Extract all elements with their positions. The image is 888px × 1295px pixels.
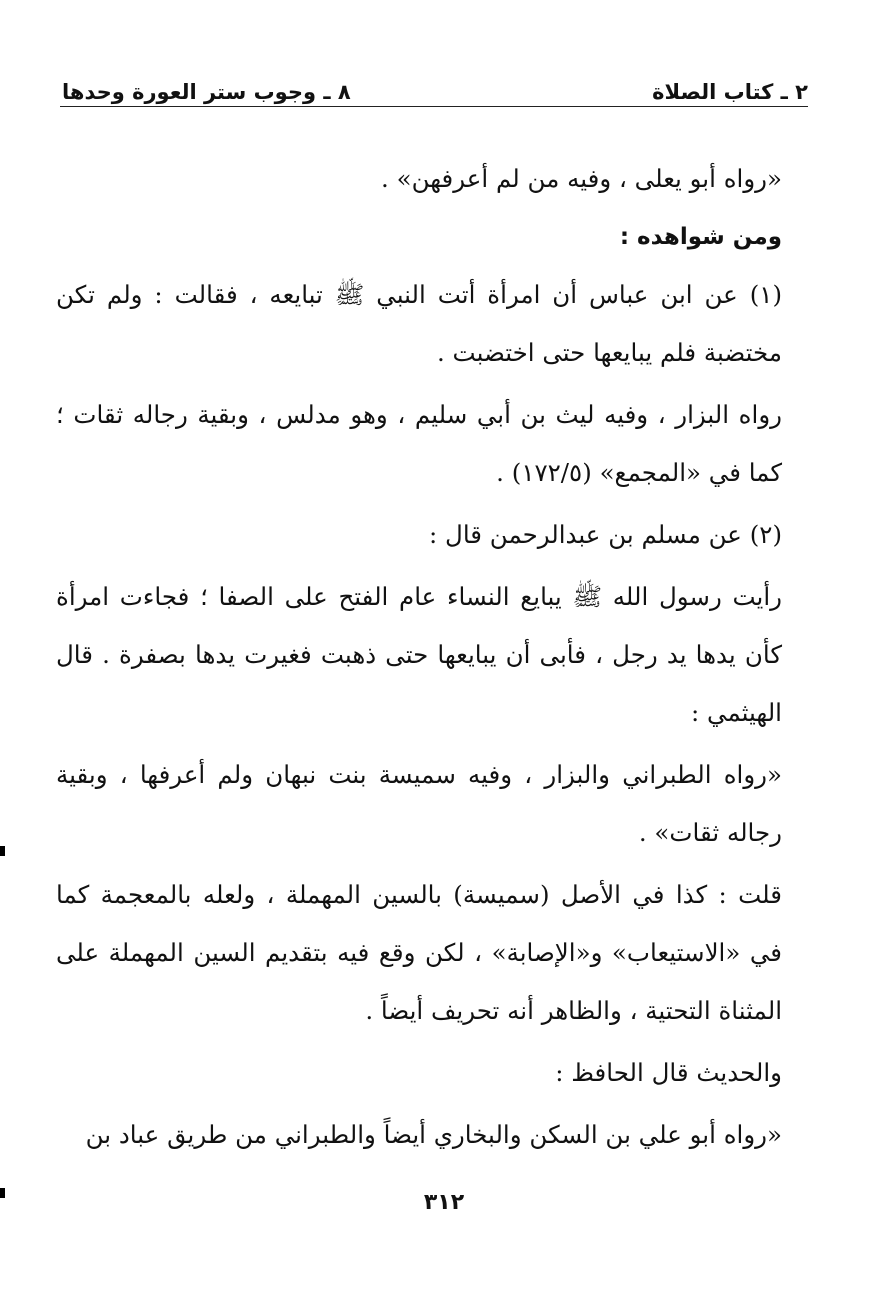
running-header: [62, 64, 808, 104]
header-rule: [60, 106, 808, 107]
paragraph: (١) عن ابن عباس أن امرأة أتت النبي ﷺ تبايعه ، فقالت : ولم تكن مختضبة فلم يبايعها حتى اختضبت .: [56, 280, 782, 367]
paragraph: رأيت رسول الله ﷺ يبايع النساء عام الفتح على الصفا ؛ فجاءت امرأة كأن يدها يد رجل ، فأبى أن يبايعها حتى ذهبت فغيرت يدها بصفرة . قال الهيثمي :: [56, 582, 782, 727]
scan-mark: [0, 846, 5, 856]
section-title: ٨ ـ وجوب ستر العورة وحدها: [62, 80, 351, 104]
paragraph: «رواه أبو يعلى ، وفيه من لم أعرفهن» .: [381, 164, 782, 193]
page-body: [56, 150, 808, 1164]
subheading: ومن شواهده :: [619, 224, 782, 250]
page-number: ٣١٢: [423, 1190, 465, 1215]
paragraph: قلت : كذا في الأصل (سميسة) بالسين المهملة ، ولعله بالمعجمة كما في «الاستيعاب» و«الإصابة» ، لكن وقع فيه بتقديم السين المهملة على المثناة التحتية ، والظاهر أنه تحريف أيضاً .: [56, 880, 782, 1025]
chapter-title: ٢ ـ كتاب الصلاة: [652, 80, 808, 104]
paragraph: «رواه الطبراني والبزار ، وفيه سميسة بنت نبهان ولم أعرفها ، وبقية رجاله ثقات» .: [56, 760, 782, 847]
paragraph: رواه البزار ، وفيه ليث بن أبي سليم ، وهو مدلس ، وبقية رجاله ثقات ؛ كما في «المجمع» (١٧٢/٥) .: [56, 400, 782, 487]
paragraph: (٢) عن مسلم بن عبدالرحمن قال :: [428, 520, 782, 549]
scan-mark: [0, 1188, 5, 1198]
paragraph: «رواه أبو علي بن السكن والبخاري أيضاً والطبراني من طريق عباد بن: [85, 1120, 782, 1149]
paragraph: والحديث قال الحافظ :: [555, 1058, 782, 1087]
